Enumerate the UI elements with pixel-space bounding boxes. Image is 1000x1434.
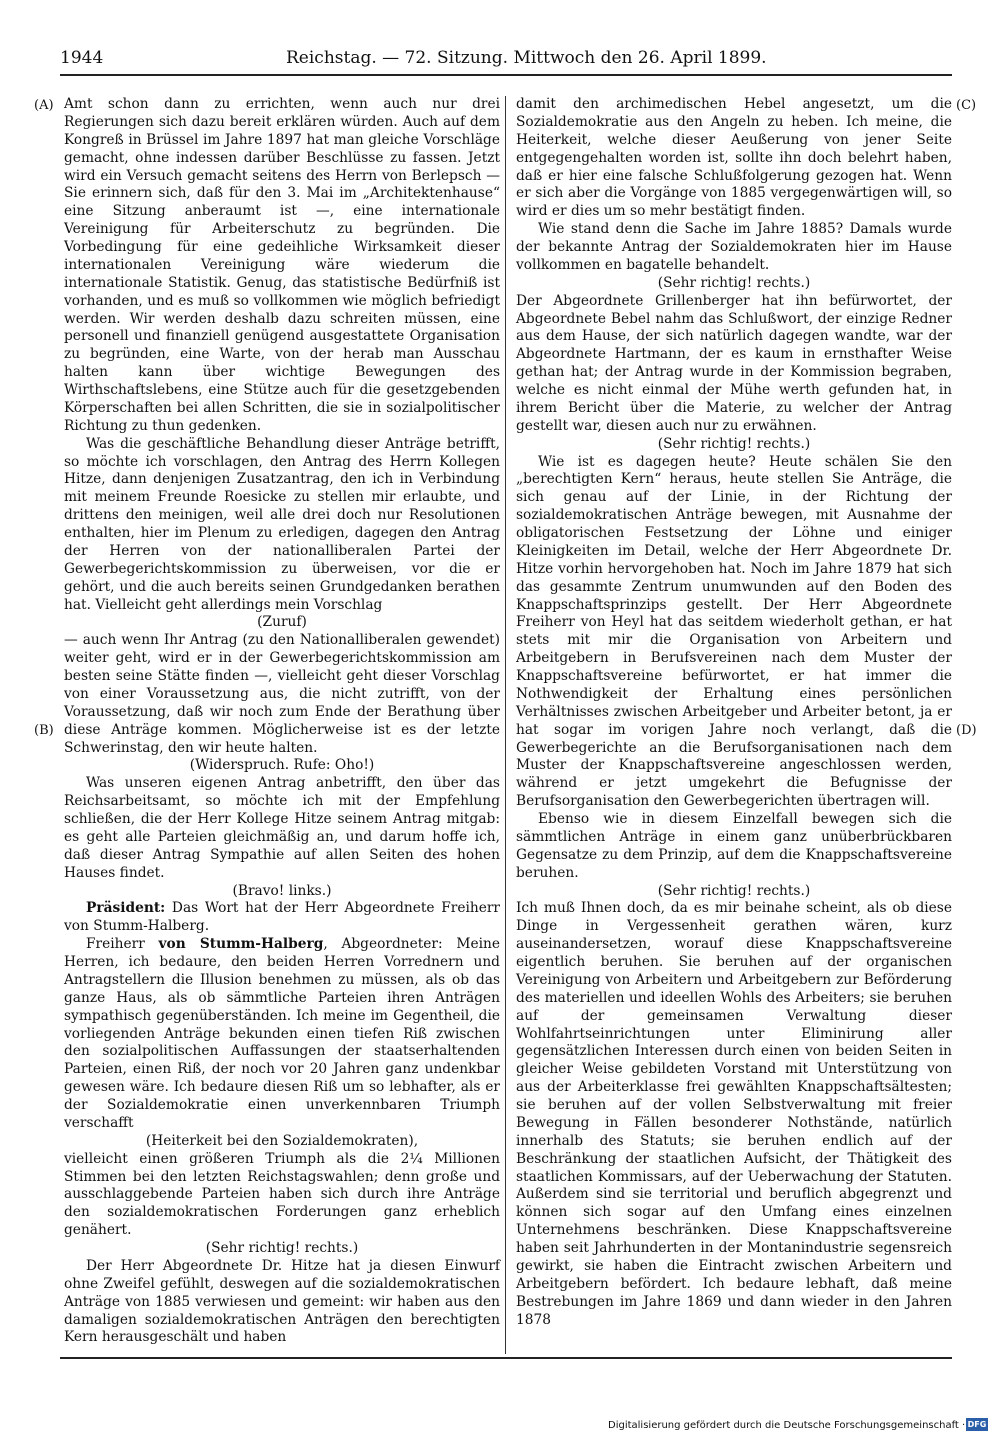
- paragraph: [516, 900, 952, 1329]
- paragraph: [64, 632, 500, 757]
- interjection: [64, 883, 500, 901]
- paragraph-text: Amt schon dann zu errichten, wenn auch nur drei Regierungen sich dazu bereit erklären würden. Auch auf dem Kongreß in Brüssel im Jahre 1897 hat man gleiche Vorschläge gemacht, ohne indessen darüber Beschlüsse zu fassen. Jetzt wird ein Versuch gemacht seitens des Herrn von Berlepsch — Sie erinnern sich, daß für den 3. Mai im „Architektenhause“ eine Sitzung anberaumt ist —, eine internationale Vereinigung für Arbeiterschutz zu begründen. Die Vorbedingung für eine gedeihliche Wirksamkeit dieser internationalen Vereinigung wäre wiederum die internationale Statistik. Genug, das statistische Bedürfniß ist vorhanden, und es muß so vollkommen wie möglich befriedigt werden. Wir werden deshalb dazu schreiten müssen, eine personell und finanziell genügend ausgestattete Organisation zu begründen, eine Warte, von der herab man Ausschau halten kann über wichtige Bewegungen des Wirthschaftslebens, eine Stütze auch für die gesetzgebenden Körperschaften bei allen Schritten, die sie in sozialpolitischer Richtung zu thun gedenken.: [64, 96, 500, 434]
- footer-rule: [60, 1357, 952, 1359]
- paragraph-text: (Sehr richtig! rechts.): [205, 1240, 359, 1256]
- interjection: [64, 1240, 500, 1258]
- paragraph: [516, 96, 952, 221]
- paragraph-text: Der Herr Abgeordnete Dr. Hitze hat ja diesen Einwurf ohne Zweifel gefühlt, deswegen auf die sozialdemokratischen Anträge von 1885 verwiesen und gemeint: wir haben aus den damaligen sozialdemokratischen Anträgen den berechtigten Kern herausgeschält und haben: [64, 1257, 500, 1346]
- margin-marker-c: (C): [956, 98, 977, 113]
- margin-marker-a: (A): [34, 98, 54, 113]
- paragraph-text: Wie ist es dagegen heute? Heute schälen Sie den „berechtigten Kern“ heraus, heute stellen Sie Anträge, die sich genau auf der Linie, in der Richtung der sozialdemokratischen Anträge bewegen, mit Ausnahme der obligatorischen Festsetzung der Löhne und einiger Kleinigkeiten im Detail, welche der Herr Abgeordnete Dr. Hitze vorhin hervorgehoben hat. Noch im Jahre 1879 hat sich das gesammte Zentrum unumwunden auf den Boden des Knappschaftsprinzips gestellt. Der Herr Abgeordnete Freiherr von Heyl hat das seitdem wiederholt gethan, er hat stets mit mir die Organisation von Arbeitern und Arbeitgebern in Berufsvereinen nach dem Muster der Knappschaftsvereine befürwortet, er hat immer die Nothwendigkeit der Erhaltung eines persönlichen Verhältnisses zwischen Arbeitgeber und Arbeiter betont, ja er hat sogar im vorigen Jahre noch verlangt, daß die Gewerbegerichte an die Berufsorganisationen nach dem Muster der Knappschaftsvereine angeschlossen werden, während er jetzt umgekehrt die Befugnisse der Berufsorganisation den Gewerbegerichten übertragen will.: [516, 453, 952, 810]
- paragraph-text: (Zuruf): [257, 614, 307, 631]
- paragraph-text: (Bravo! links.): [232, 882, 332, 899]
- dfg-logo: DFG: [967, 1420, 987, 1429]
- paragraph-text: (Widerspruch. Rufe: Oho!): [189, 757, 375, 774]
- paragraph: [516, 221, 952, 275]
- paragraph: [64, 936, 500, 1133]
- interjection: [64, 1133, 500, 1151]
- digitization-credit: Digitalisierung gefördert durch die Deutsche Forschungsgemeinschaft ·: [608, 1420, 966, 1431]
- paragraph: [64, 436, 500, 615]
- paragraph-text: (Sehr richtig! rechts.): [657, 274, 811, 291]
- paragraph-text: Der Abgeordnete Grillenberger hat ihn befürwortet, der Abgeordnete Bebel nahm das Schlußwort, der einzige Redner aus dem Hause, der sich natürlich dagegen wandte, war der Abgeordnete Hartmann, der es kaum in ernsthafter Weise gethan hat; der Antrag wurde in der Kommission begraben, welche es nicht einmal der Mühe werth gefunden hat, in ihrem Bericht über die Materie, zu welcher der Antrag gestellt war, diesen auch nur zu erwähnen.: [516, 292, 952, 434]
- paragraph: [516, 454, 952, 812]
- paragraph-text: (Sehr richtig! rechts.): [657, 882, 811, 899]
- paragraph: [516, 811, 952, 883]
- interjection: [64, 757, 500, 775]
- paragraph-prefix: Freiherr: [86, 936, 159, 953]
- paragraph: [64, 1151, 500, 1240]
- column-divider: [505, 96, 506, 1354]
- page-title: Reichstag. — 72. Sitzung. Mittwoch den 26. April 1899.: [286, 48, 767, 68]
- interjection: [516, 883, 952, 901]
- paragraph-text: Wie stand denn die Sache im Jahre 1885? Damals wurde der bekannte Antrag der Sozialdemokraten hier im Hause vollkommen en bagatelle behandelt.: [516, 221, 952, 273]
- paragraph-text: (Sehr richtig! rechts.): [657, 435, 811, 452]
- paragraph-text: Was die geschäftliche Behandlung dieser Anträge betrifft, so möchte ich vorschlagen, den Antrag des Herrn Kollegen Hitze, dann denjenigen Zusatzantrag, den ich in Verbindung mit meinem Freunde Roesicke zu stellen mir erlaubte, und drittens den meinigen, weil alle drei doch nur Resolutionen enthalten, hier im Plenum zu erledigen, dagegen den Antrag der Herren von der nationalliberalen Partei der Gewerbegerichtskommission zu überweisen, vor die er gehört, und die auch bereits seinen Grundgedanken berathen hat. Vielleicht geht allerdings mein Vorschlag: [64, 435, 500, 613]
- right-text-column: [516, 96, 952, 1329]
- paragraph-text: — auch wenn Ihr Antrag (zu den Nationalliberalen gewendet) weiter geht, wird er in der Gewerbegerichtskommission am besten seine Stätte finden —, vielleicht geht dieser Vorschlag von einer Voraussetzung aus, die nicht zutrifft, von der Voraussetzung, daß wir noch zum Ende der Berathung über diese Anträge kommen. Möglicherweise ist es der letzte Schwerinstag, den wir heute halten.: [64, 632, 500, 756]
- margin-marker-b: (B): [34, 723, 54, 738]
- paragraph-text: Ebenso wie in diesem Einzelfall bewegen sich die sämmtlichen Anträge in einem ganz unüberbrückbaren Gegensatze zu dem Prinzip, auf dem die Knappschaftsvereine beruhen.: [516, 811, 952, 881]
- interjection: [64, 614, 500, 632]
- paragraph: [64, 96, 500, 436]
- paragraph: [64, 1258, 500, 1347]
- speaker-name: Präsident:: [86, 900, 166, 917]
- paragraph: [516, 293, 952, 436]
- paragraph: [64, 775, 500, 882]
- paragraph: [64, 900, 500, 936]
- paragraph-text: Das Wort hat der Herr Abgeordnete Freiherr von Stumm-Halberg.: [64, 900, 500, 935]
- speaker-name: von Stumm-Halberg: [158, 936, 324, 953]
- page-number: 1944: [60, 48, 104, 68]
- interjection: [516, 436, 952, 454]
- page-header: [60, 44, 952, 72]
- paragraph-text: , Abgeordneter: Meine Herren, ich bedaure, den beiden Herren Vorrednern und Antragstellern die Illusion benehmen zu müssen, als ob das ganze Haus, als ob sämmtliche Parteien ihren Anträgen sympathisch gegenüberständen. Ich meine im Gegentheil, die vorliegenden Anträge bekunden einen tiefen Riß zwischen den sozialpolitischen Auffassungen der staatserhaltenden Parteien, einen Riß, der noch vor 20 Jahren ganz undenkbar gewesen wäre. Ich bedaure diesen Riß um so lebhafter, als er der Sozialdemokratie einen unverkennbaren Triumph verschafft: [64, 936, 500, 1131]
- left-text-column: [64, 96, 500, 1347]
- paragraph-text: (Heiterkeit bei den Sozialdemokraten),: [145, 1132, 419, 1149]
- paragraph-text: Ich muß Ihnen doch, da es mir beinahe scheint, als ob diese Dinge in Vergessenheit gerathen wären, kurz auseinandersetzen, worauf diese Knappschaftsvereine eigentlich beruhen. Sie beruhen auf der organischen Vereinigung von Arbeitern und Arbeitgebern zur Beförderung des materiellen und ideellen Wohls des Arbeiters; sie beruhen auf der gemeinsamen Verwaltung dieser Wohlfahrtseinrichtungen unter Eliminirung aller gegensätzlichen Interessen durch einen von beiden Seiten in gleicher Weise gebildeten Vorstand mit Unterstützung von aus der Arbeiterklasse frei gewählten Knappschaftsältesten; sie beruhen auf der vollen Selbstverwaltung mit freier Bewegung in Fällen besonderer Nothstände, natürlich innerhalb des Statuts; sie beruhen endlich auf der Beschränkung der staatlichen Aufsicht, der Thätigkeit des staatlichen Kommissars, auf der Ueberwachung der Statuten. Außerdem sind sie territorial und beruflich abgegrenzt und können sich sogar auf den Umfang eines einzelnen Unternehmens beschränken. Diese Knappschaftsvereine haben seit Jahrhunderten in der Montanindustrie segensreich gewirkt, sie haben die Eintracht zwischen Arbeitern und Arbeitgebern befördert. Ich bedaure lebhaft, daß meine Bestrebungen im Jahre 1869 und dann wieder in den Jahren 1878: [516, 900, 952, 1328]
- interjection: [516, 275, 952, 293]
- margin-marker-d: (D): [956, 723, 977, 738]
- paragraph-text: vielleicht einen größeren Triumph als die 2¼ Millionen Stimmen bei den letzten Reichstagswahlen; denn große und ausschlaggebende Parteien haben sich durch ihre Anträge den sozialdemokratischen Forderungen ganz erheblich genähert.: [64, 1150, 500, 1239]
- header-rule: [60, 74, 952, 76]
- paragraph-text: Was unseren eigenen Antrag anbetrifft, den über das Reichsarbeitsamt, so möchte ich mit der Empfehlung schließen, die der Herr Kollege Hitze seinem Antrag mitgab: es geht alle Parteien gleichmäßig an, und darum hoffe ich, daß dieser Antrag Sympathie auf allen Seiten des hohen Hauses findet.: [64, 775, 500, 881]
- paragraph-text: damit den archimedischen Hebel angesetzt, um die Sozialdemokratie aus den Angeln zu heben. Ich meine, die Heiterkeit, welche dieser Aeußerung von jener Seite entgegengehalten worden ist, sollte ihn doch belehrt haben, daß er hier eine falsche Schlußfolgerung gezogen hat. Wenn er sich aber die Vorgänge von 1885 vergegenwärtigen will, so wird er dies um so mehr bestätigt finden.: [516, 96, 952, 220]
